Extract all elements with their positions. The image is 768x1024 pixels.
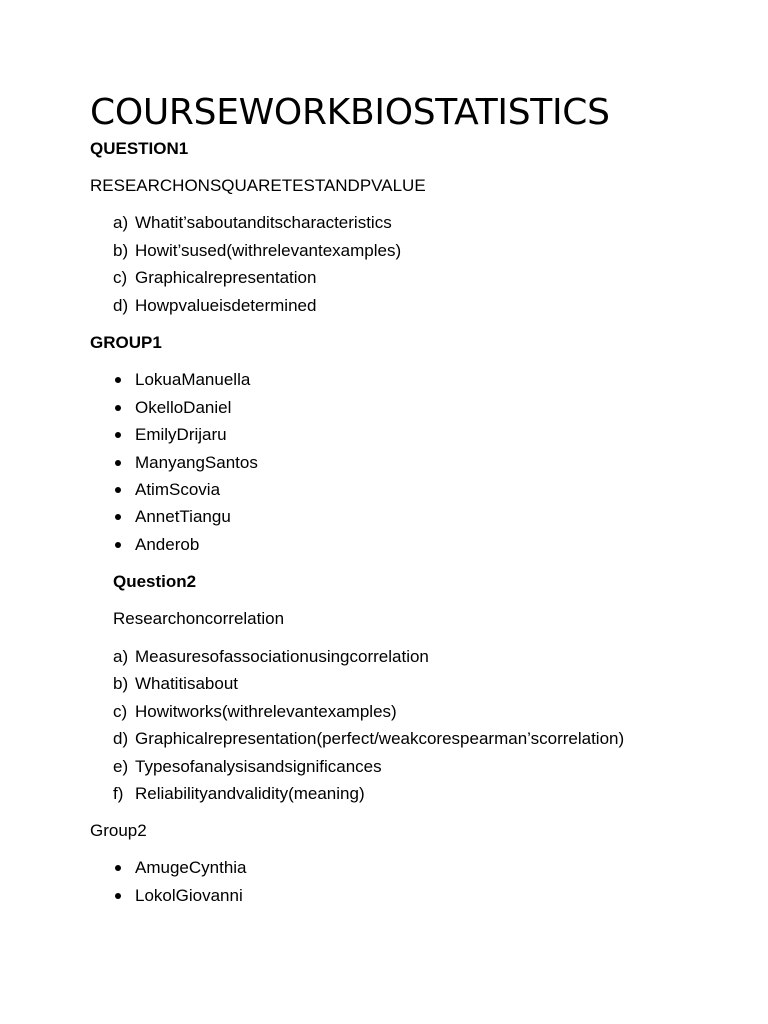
q2-item-b-marker: b) bbox=[113, 674, 129, 693]
bullet-icon bbox=[115, 460, 121, 466]
group1-member: AnnetTiangu bbox=[135, 507, 231, 526]
bullet-icon bbox=[115, 514, 121, 520]
q2-item-e-text: Typesofanalysisandsignificances bbox=[135, 757, 382, 776]
q2-item-a-text: Measuresofassociationusingcorrelation bbox=[135, 647, 429, 666]
q2-item-f-marker: f) bbox=[113, 784, 124, 803]
q1-item-d-marker: d) bbox=[113, 296, 129, 315]
bullet-icon bbox=[115, 487, 121, 493]
group2-heading: Group2 bbox=[90, 821, 147, 840]
group1-member: AtimScovia bbox=[135, 480, 221, 499]
group1-heading: GROUP1 bbox=[90, 333, 162, 352]
q1-item-a-marker: a) bbox=[113, 213, 129, 232]
q2-item-d-text: Graphicalrepresentation(perfect/weakcorespearman’scorrelation) bbox=[135, 729, 625, 748]
q2-item-c-text: Howitworks(withrelevantexamples) bbox=[135, 702, 397, 721]
document-title: COURSEWORKBIOSTATISTICS bbox=[90, 92, 610, 133]
q2-item-e-marker: e) bbox=[113, 757, 129, 776]
bullet-icon bbox=[115, 377, 121, 383]
bullet-icon bbox=[115, 865, 121, 871]
q1-item-d-text: Howpvalueisdetermined bbox=[135, 296, 317, 315]
q1-item-b-marker: b) bbox=[113, 241, 129, 260]
q1-item-a-text: Whatit’saboutanditscharacteristics bbox=[135, 213, 392, 232]
question2-topic: Researchoncorrelation bbox=[113, 609, 285, 628]
q2-item-d-marker: d) bbox=[113, 729, 129, 748]
bullet-icon bbox=[115, 542, 121, 548]
bullet-icon bbox=[115, 432, 121, 438]
q1-item-b-text: Howit’sused(withrelevantexamples) bbox=[135, 241, 402, 260]
question2-heading: Question2 bbox=[113, 572, 197, 591]
group1-member: LokuaManuella bbox=[135, 370, 251, 389]
group1-member: Anderob bbox=[135, 535, 200, 554]
group1-member: ManyangSantos bbox=[135, 453, 258, 472]
group2-member: LokolGiovanni bbox=[135, 886, 243, 905]
q2-item-b-text: Whatitisabout bbox=[135, 674, 238, 693]
group1-member: EmilyDrijaru bbox=[135, 425, 227, 444]
q2-item-f-text: Reliabilityandvalidity(meaning) bbox=[135, 784, 365, 803]
q2-item-a-marker: a) bbox=[113, 647, 129, 666]
question1-topic: RESEARCHONSQUARETESTANDPVALUE bbox=[90, 176, 426, 195]
group2-member: AmugeCynthia bbox=[135, 858, 247, 877]
group1-member: OkelloDaniel bbox=[135, 398, 232, 417]
bullet-icon bbox=[115, 405, 121, 411]
q2-item-c-marker: c) bbox=[113, 702, 128, 721]
q1-item-c-marker: c) bbox=[113, 268, 128, 287]
q1-item-c-text: Graphicalrepresentation bbox=[135, 268, 317, 287]
question1-heading: QUESTION1 bbox=[90, 139, 189, 158]
bullet-icon bbox=[115, 893, 121, 899]
